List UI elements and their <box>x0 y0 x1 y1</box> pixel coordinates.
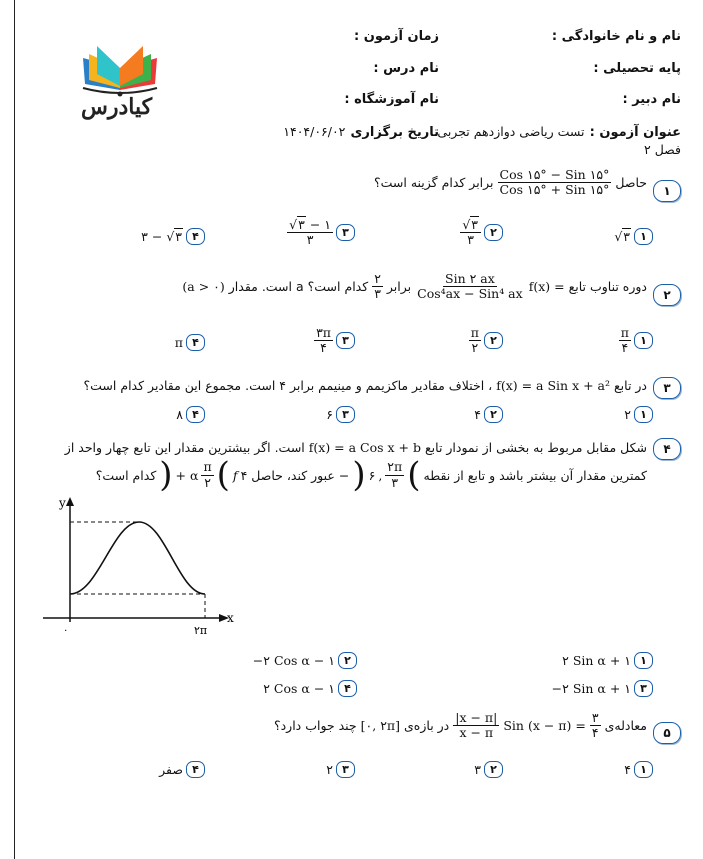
q5-option-3[interactable]: ۳ ۲ <box>326 761 355 778</box>
question-4-line-2: کمترین مقدار آن بیشتر باشد و تابع از نقطه ( $\frac{۲\pi}{۳}$ , ۶ ) عبور کند، حاصل ۴ − f ( $\frac{\pi}{۲}$ + α ) کدام است؟ <box>95 455 647 495</box>
cosine-graph <box>43 494 233 639</box>
y-axis-arrow-icon <box>66 497 74 506</box>
q4-option-4[interactable]: ۴ ۲ Cos α − ۱ <box>263 680 357 697</box>
q1-option-2[interactable]: ۲ $\frac{√۳}{۳}$ <box>460 218 503 248</box>
q2-option-2[interactable]: ۲ $\frac{\pi}{۲}$ <box>469 326 503 356</box>
question-3-stem: در تابع f(x) = a Sin x + a² ، اختلاف مقادیر ماکزیمم و مینیمم برابر ۴ است. مجموع این مقادیر کدام است؟ <box>83 378 647 393</box>
question-number: ۱ <box>653 180 681 202</box>
question-1-stem: حاصل $\frac{\text{Cos ۱۵° − Sin ۱۵°}}{\text{Cos ۱۵° + Sin ۱۵°}}$ برابر کدام گزینه است؟ <box>374 167 647 198</box>
q2-option-4[interactable]: ۴ π <box>175 334 205 351</box>
q1-option-3[interactable]: ۳ $\frac{√۳ - ۱}{۳}$ <box>287 218 355 248</box>
grade-label: پایه تحصیلی : <box>593 61 681 76</box>
time-label: زمان آزمون : <box>354 29 439 44</box>
q2-option-1[interactable]: ۱ $\frac{\pi}{۴}$ <box>619 326 653 356</box>
origin-label: ۰ <box>63 625 69 636</box>
q4-option-3[interactable]: ۳ −۲ Sin α + ۱ <box>552 680 653 697</box>
q1-fraction: $\frac{\text{Cos ۱۵° − Sin ۱۵°}}{\text{Cos ۱۵° + Sin ۱۵°}}$ <box>499 167 610 198</box>
logo-text: کیادرس <box>81 94 153 120</box>
q5-option-4[interactable]: ۴ صفر <box>159 761 205 778</box>
exam-page <box>14 0 703 859</box>
date-row <box>283 121 439 140</box>
q4-option-1[interactable]: ۱ ۲ Sin α + ۱ <box>562 652 653 669</box>
x-end-label: ۲π <box>194 624 208 637</box>
question-number: ۲ <box>653 284 681 306</box>
question-2-stem: دوره تناوب تابع f(x) = $\frac{\text{Sin ۲ ax}}{\text{Cos⁴ax − Sin⁴ ax}}$ برابر $\frac{۲}{۳}$ است. مقدار a کدام است؟ (a > ۰) <box>182 271 647 302</box>
title-value: تست ریاضی دوازدهم تجربی <box>437 124 585 139</box>
q1-option-4[interactable]: ۴ ۳ − √۳ <box>141 228 205 245</box>
date-label: تاریخ برگزاری <box>350 125 439 140</box>
school-label: نام آموزشگاه : <box>344 92 439 107</box>
open-book-logo-icon <box>75 40 165 100</box>
y-label: y <box>59 496 66 510</box>
name-label: نام و نام خانوادگی : <box>551 29 681 44</box>
question-5-stem: معادله‌ی $\frac{۳}{۴}$ = Sin (x − π) $\frac{|x - \pi|}{x - \pi}$ در بازه‌ی [۰, ۲π] چند جواب دارد؟ <box>273 710 647 741</box>
q1-option-1[interactable]: ۱ √۳ <box>614 228 653 245</box>
question-number: ۴ <box>653 438 681 460</box>
chapter-label: فصل ۲ <box>644 142 681 157</box>
x-label: x <box>227 611 234 625</box>
subject-label: نام درس : <box>373 61 439 76</box>
logo <box>75 40 165 125</box>
date-value: ۱۴۰۴/۰۶/۰۲ <box>283 124 346 139</box>
q3-option-4[interactable]: ۴ ۸ <box>176 406 205 423</box>
question-4-line-1: شکل مقابل مربوط به بخشی از نمودار تابع f(x) = a Cos x + b است. اگر بیشترین مقدار این تابع چهار واحد از <box>64 440 647 455</box>
question-number: ۵ <box>653 722 681 744</box>
q5-option-1[interactable]: ۱ ۴ <box>624 761 653 778</box>
title-label: عنوان آزمون : <box>589 125 681 140</box>
q5-option-2[interactable]: ۲ ۳ <box>474 761 503 778</box>
title-row <box>437 121 681 140</box>
q2-option-3[interactable]: ۳ $\frac{۳\pi}{۴}$ <box>314 326 355 356</box>
q4-option-2[interactable]: ۲ −۲ Cos α − ۱ <box>253 652 357 669</box>
cosine-curve <box>70 522 205 594</box>
q3-option-2[interactable]: ۲ ۴ <box>474 406 503 423</box>
question-number: ۳ <box>653 377 681 399</box>
teacher-label: نام دبیر : <box>622 92 681 107</box>
q3-option-3[interactable]: ۳ ۶ <box>326 406 355 423</box>
q3-option-1[interactable]: ۱ ۲ <box>624 406 653 423</box>
